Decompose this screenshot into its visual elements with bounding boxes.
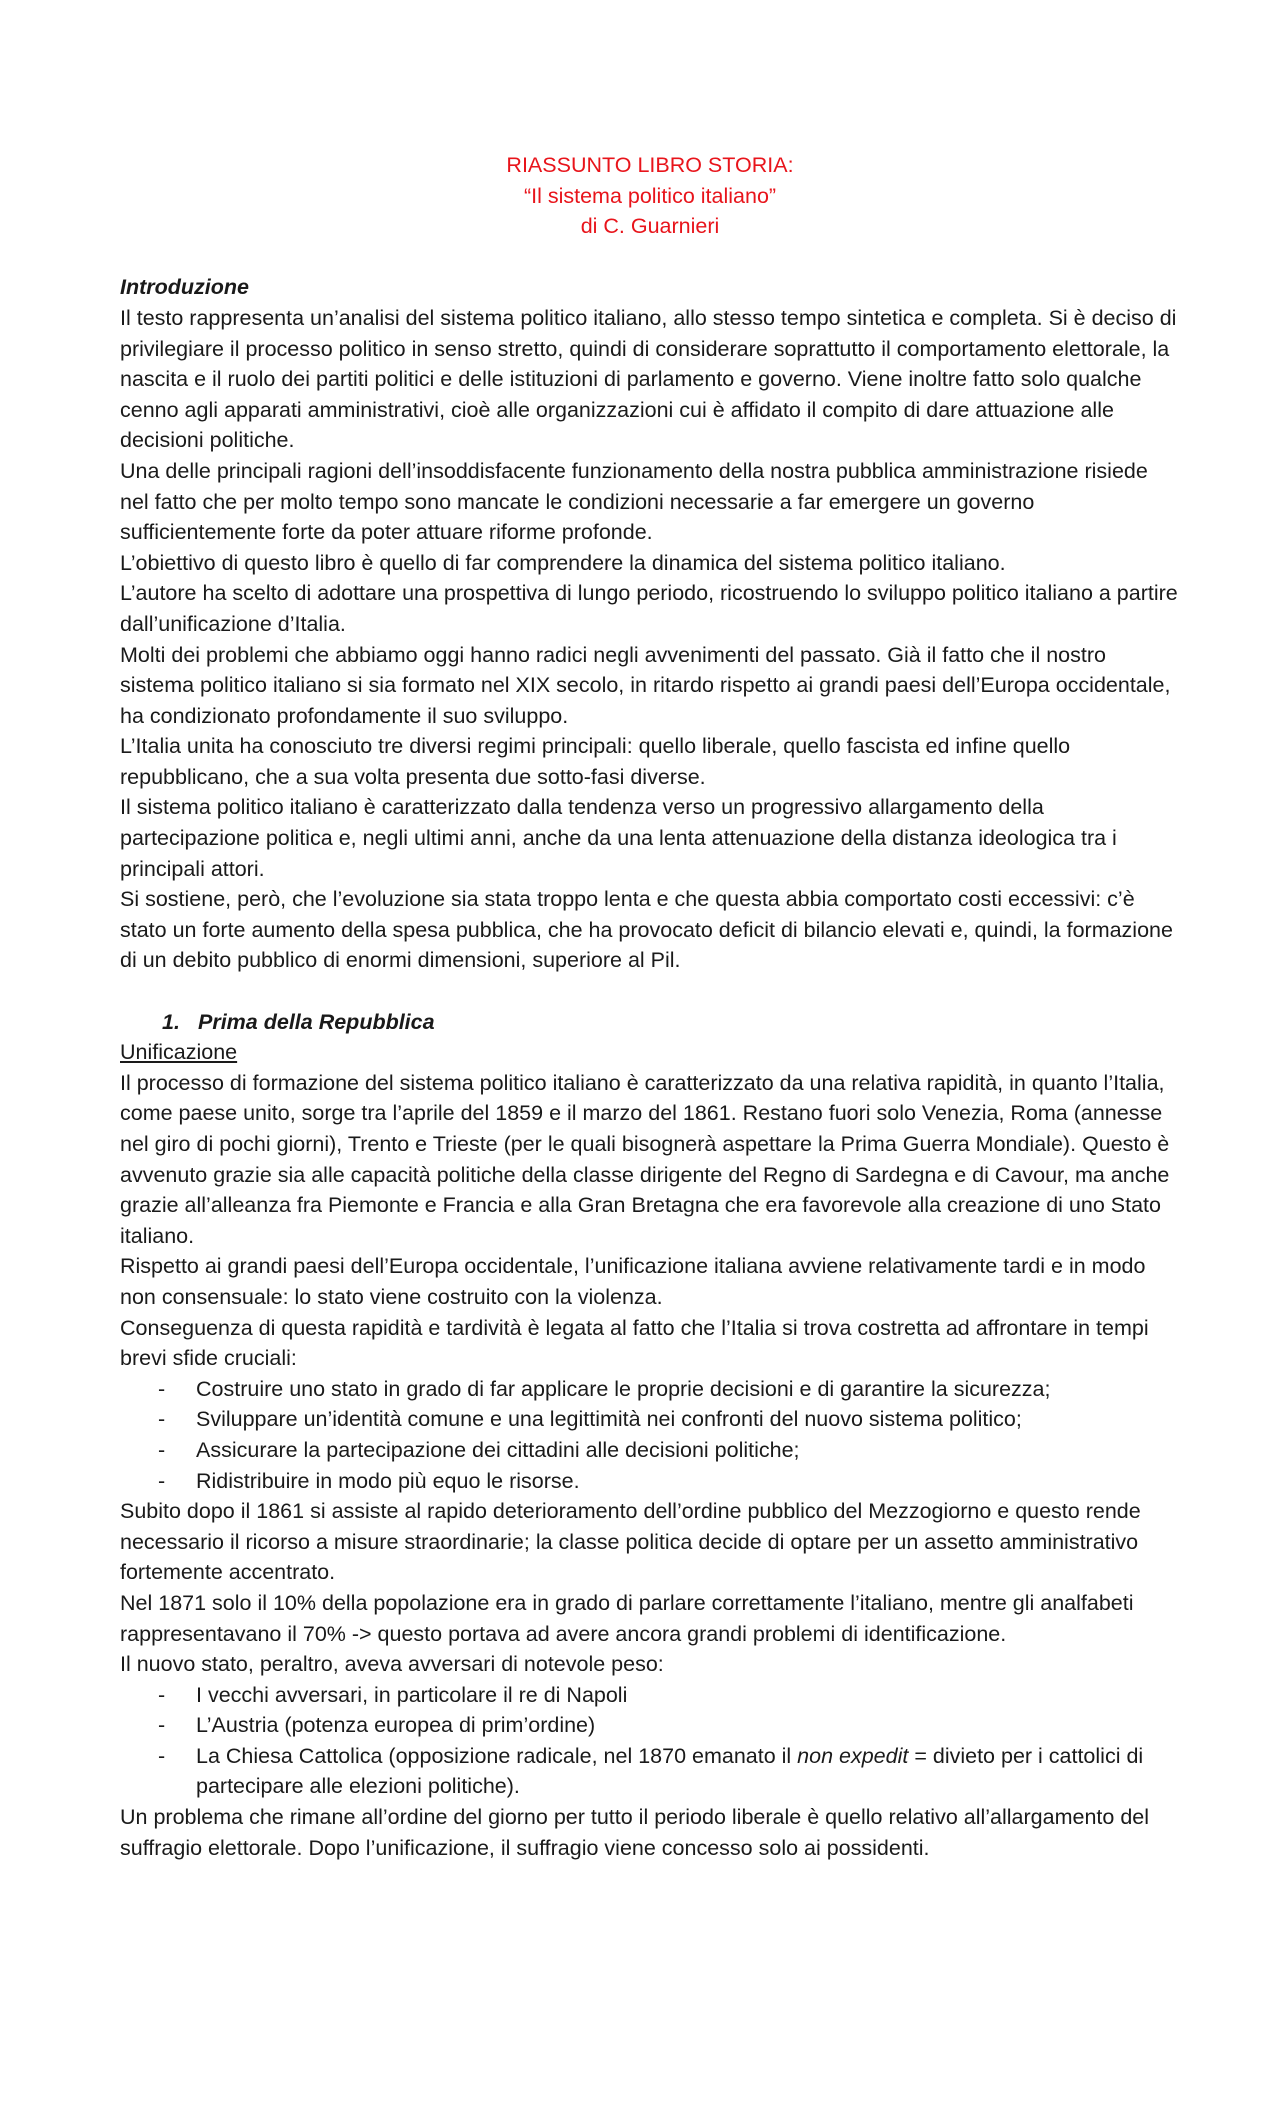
section-subheading: Unificazione — [120, 1040, 238, 1065]
list-item — [120, 1741, 1180, 1802]
list-dash: - — [158, 1407, 166, 1432]
intro-paragraph: Il sistema politico italiano è caratterizzato dalla tendenza verso un progressivo allargamento della partecipazione politica e, negli ultimi anni, anche da una lenta attenuazione della distanza ideologica tra i principali attori. — [120, 795, 1117, 881]
document-title — [120, 150, 1180, 242]
section-spacer — [120, 976, 1180, 1007]
chapter-heading — [120, 1007, 1180, 1038]
list-item — [120, 1710, 1180, 1741]
list-item — [120, 1374, 1180, 1405]
list-item — [120, 1435, 1180, 1466]
list-item — [120, 1404, 1180, 1435]
list-dash: - — [158, 1713, 166, 1738]
chapter-paragraph: Nel 1871 solo il 10% della popolazione era in grado di parlare correttamente l’italiano, mentre gli analfabeti rappresentavano il 70% -> questo portava ad avere ancora grandi problemi di identificazione. — [120, 1590, 1134, 1646]
list-item-text: Ridistribuire in modo più equo le risorse. — [196, 1468, 580, 1493]
intro-paragraph: L’obiettivo di questo libro è quello di far comprendere la dinamica del sistema politico italiano. — [120, 550, 1006, 575]
list-item-text: Assicurare la partecipazione dei cittadini alle decisioni politiche; — [196, 1437, 800, 1462]
chapter-paragraph: Subito dopo il 1861 si assiste al rapido deterioramento dell’ordine pubblico del Mezzogiorno e questo rende necessario il ricorso a misure straordinarie; la classe politica decide di optare per un assetto amministrativo fortemente accentrato. — [120, 1499, 1141, 1585]
italic-term: non expedit — [797, 1743, 909, 1768]
intro-paragraph: L’autore ha scelto di adottare una prospettiva di lungo periodo, ricostruendo lo sviluppo politico italiano a partire dall’unificazione d’Italia. — [120, 581, 1178, 636]
list-item-text: I vecchi avversari, in particolare il re di Napoli — [196, 1682, 628, 1707]
title-line-2: “Il sistema politico italiano” — [523, 183, 777, 208]
list-dash: - — [158, 1376, 166, 1401]
list-dash: - — [158, 1468, 166, 1493]
list-dash: - — [158, 1437, 166, 1462]
intro-paragraph: Una delle principali ragioni dell’insoddisfacente funzionamento della nostra pubblica amministrazione risiede nel fatto che per molto tempo sono mancate le condizioni necessarie a far emergere un governo sufficientemente forte da poter attuare riforme profonde. — [120, 458, 1148, 545]
list-dash: - — [158, 1682, 166, 1707]
list-dash: - — [158, 1743, 166, 1768]
intro-paragraph: Si sostiene, però, che l’evoluzione sia stata troppo lenta e che questa abbia comportato costi eccessivi: c’è stato un forte aumento della spesa pubblica, che ha provocato deficit di bilancio elevati e, quindi, la formazione di un debito pubblico di enormi dimensioni, superiore al Pil. — [120, 887, 1173, 973]
list-item-text: Sviluppare un’identità comune e una legittimità nei confronti del nuovo sistema politico; — [196, 1407, 1022, 1432]
chapter-paragraph: Rispetto ai grandi paesi dell’Europa occidentale, l’unificazione italiana avviene relativamente tardi e in modo non consensuale: lo stato viene costruito con la violenza. — [120, 1254, 1146, 1309]
list-item — [120, 1466, 1180, 1497]
list-item — [120, 1680, 1180, 1711]
intro-paragraph: L’Italia unita ha conosciuto tre diversi regimi principali: quello liberale, quello fascista ed infine quello repubblicano, che a sua volta presenta due sotto-fasi diverse. — [120, 734, 1071, 789]
intro-heading: Introduzione — [120, 275, 249, 300]
chapter-paragraph: Un problema che rimane all’ordine del giorno per tutto il periodo liberale è quello relativo all’allargamento del suffragio elettorale. Dopo l’unificazione, il suffragio viene concesso solo ai possidenti. — [120, 1805, 1150, 1860]
chapter-paragraph: Il processo di formazione del sistema politico italiano è caratterizzato da una relativa rapidità, in quanto l’Italia, come paese unito, sorge tra l’aprile del 1859 e il marzo del 1861. Restano fuori solo Venezia, Roma (annesse nel giro di pochi giorni), Trento e Trieste (per le quali bisognerà aspettare la Prima Guerra Mondiale). Questo è avvenuto grazie sia alle capacità politiche della classe dirigente del Regno di Sardegna e di Cavour, ma anche grazie all’alleanza fra Piemonte e Francia e alla Gran Bretagna che era favorevole alla creazione di uno Stato italiano. — [120, 1070, 1170, 1248]
list-item-text: L’Austria (potenza europea di prim’ordine) — [196, 1713, 596, 1738]
title-line-3: di C. Guarnieri — [580, 214, 720, 239]
list-item-text — [196, 1741, 1180, 1802]
intro-paragraph: Molti dei problemi che abbiamo oggi hanno radici negli avvenimenti del passato. Già il fatto che il nostro sistema politico italiano si sia formato nel XIX secolo, in ritardo rispetto ai grandi paesi dell’Europa occidentale, ha condizionato profondamente il suo sviluppo. — [120, 642, 1171, 728]
document-page — [120, 150, 1180, 1863]
challenges-list — [120, 1374, 1180, 1496]
chapter-paragraph: Il nuovo stato, peraltro, aveva avversari di notevole peso: — [120, 1652, 664, 1677]
intro-paragraph: Il testo rappresenta un’analisi del sistema politico italiano, allo stesso tempo sintetica e completa. Si è deciso di privilegiare il processo politico in senso stretto, quindi di considerare soprattutto il comportamento elettorale, la nascita e il ruolo dei partiti politici e delle istituzioni di parlamento e governo. Viene inoltre fatto solo qualche cenno agli apparati amministrativi, cioè alle organizzazioni cui è affidato il compito di dare attuazione alle decisioni politiche. — [120, 305, 1177, 453]
title-line-1: RIASSUNTO LIBRO STORIA: — [506, 153, 794, 177]
text-run: = divieto per i cattolici di partecipare alle elezioni politiche). — [196, 1743, 1144, 1799]
adversaries-list — [120, 1680, 1180, 1802]
chapter-title: Prima della Repubblica — [198, 1009, 435, 1034]
text-run: La Chiesa Cattolica (opposizione radicale, nel 1870 emanato il — [196, 1743, 798, 1768]
chapter-paragraph: Conseguenza di questa rapidità e tardività è legata al fatto che l’Italia si trova costretta ad affrontare in tempi brevi sfide cruciali: — [120, 1315, 1149, 1371]
list-item-text: Costruire uno stato in grado di far applicare le proprie decisioni e di garantire la sicurezza; — [196, 1376, 1051, 1401]
chapter-number: 1. — [162, 1009, 180, 1034]
